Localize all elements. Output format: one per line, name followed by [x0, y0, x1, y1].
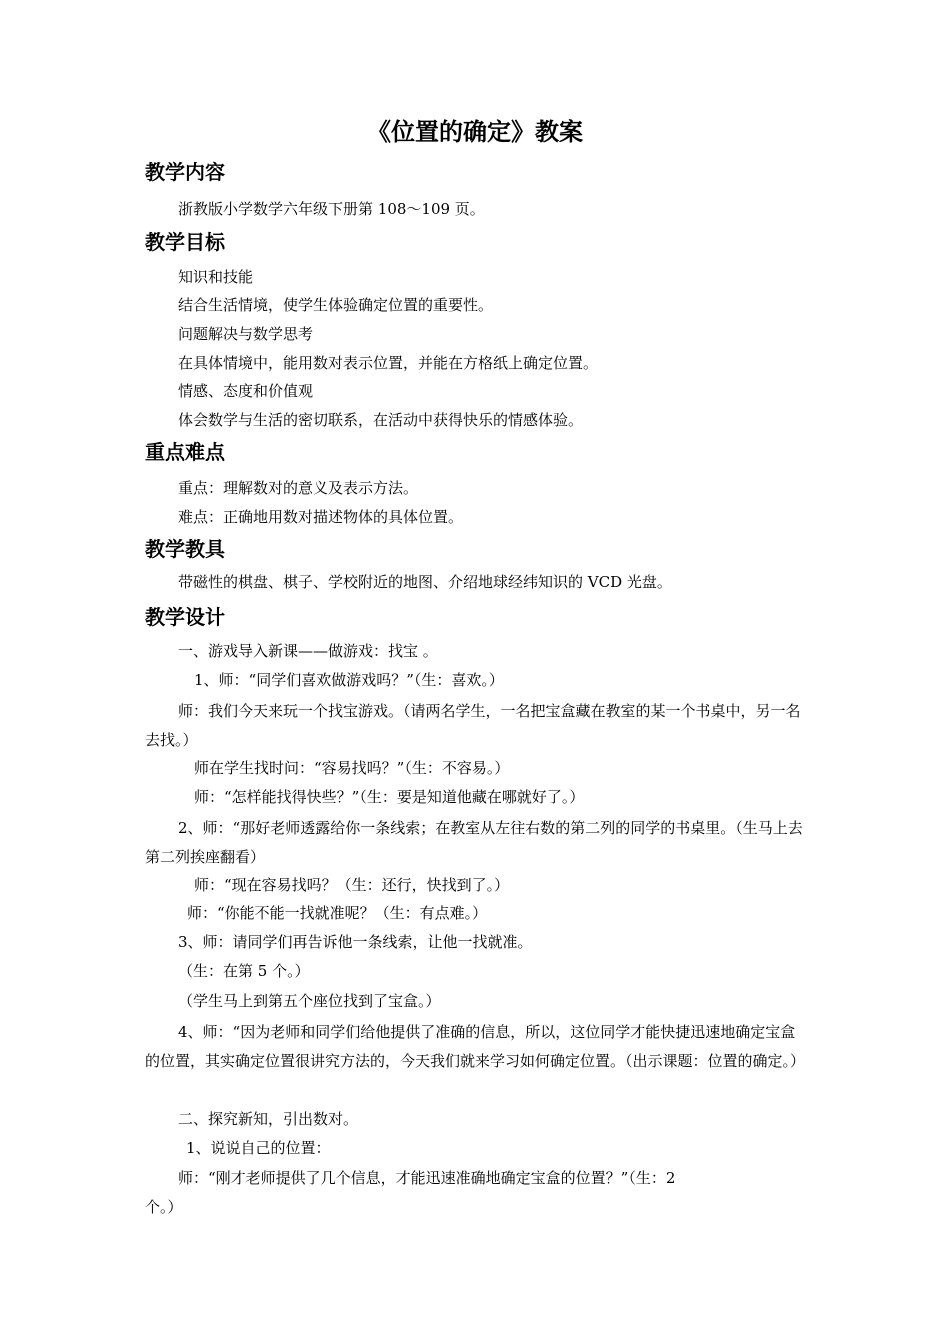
paragraph: 问题解决与数学思考: [178, 325, 314, 343]
paragraph: 体会数学与生活的密切联系，在活动中获得快乐的情感体验。: [178, 411, 584, 429]
paragraph: 知识和技能: [178, 268, 254, 286]
paragraph: 重点：理解数对的意义及表示方法。: [178, 479, 419, 497]
paragraph: （学生马上到第五个座位找到了宝盒。）: [178, 992, 441, 1010]
paragraph: 个。）: [145, 1198, 183, 1216]
paragraph: 师：我们今天来玩一个找宝游戏。（请两名学生，一名把宝盒藏在教室的某一个书桌中，另一名去找。）: [145, 702, 801, 749]
paragraph: 师：“现在容易找吗？（生：还行，快找到了。）: [194, 876, 510, 894]
paragraph: 1、师：“同学们喜欢做游戏吗？”（生：喜欢。）: [194, 671, 504, 689]
heading-teaching-aids: 教学教具: [145, 537, 225, 561]
heading-teaching-content: 教学内容: [145, 160, 225, 184]
paragraph: 4、师：“因为老师和同学们给他提供了准确的信息，所以，这位同学才能快捷迅速地确定宝盒的位置，其实确定位置很讲究方法的，今天我们就来学习如何确定位置。（出示课题：位置的确定。）: [145, 1023, 806, 1070]
paragraph: 结合生活情境，使学生体验确定位置的重要性。: [178, 296, 494, 314]
paragraph: 师：“刚才老师提供了几个信息，才能迅速准确地确定宝盒的位置？”（生：2: [178, 1169, 676, 1187]
heading-teaching-design: 教学设计: [145, 605, 225, 629]
heading-key-points: 重点难点: [145, 440, 225, 464]
paragraph: 一、游戏导入新课——做游戏：找宝 。: [178, 642, 438, 660]
paragraph: 师在学生找时问：“容易找吗？”（生：不容易。）: [194, 759, 510, 777]
paragraph: 师：“你能不能一找就准呢？（生：有点难。）: [187, 904, 488, 922]
paragraph: 2、师：“那好老师透露给你一条线索；在教室从左往右数的第二列的同学的书桌里。（生马上去第二列挨座翻看）: [145, 819, 803, 866]
paragraph: （生：在第 5 个。）: [178, 962, 310, 980]
paragraph: 二、探究新知，引出数对。: [178, 1110, 359, 1128]
paragraph: 3、师：请同学们再告诉他一条线索，让他一找就准。: [178, 933, 533, 951]
paragraph: 1、说说自己的位置：: [186, 1139, 331, 1157]
heading-teaching-goals: 教学目标: [145, 230, 225, 254]
paragraph: 难点：正确地用数对描述物体的具体位置。: [178, 508, 464, 526]
document-title: 《位置的确定》教案: [367, 117, 583, 146]
paragraph: 情感、态度和价值观: [178, 382, 314, 400]
paragraph: 带磁性的棋盘、棋子、学校附近的地图、介绍地球经纬知识的 VCD 光盘。: [178, 573, 672, 591]
paragraph: 浙教版小学数学六年级下册第 108～109 页。: [178, 200, 485, 218]
paragraph: 师：“怎样能找得快些？”（生：要是知道他藏在哪就好了。）: [194, 788, 585, 806]
paragraph: 在具体情境中，能用数对表示位置，并能在方格纸上确定位置。: [178, 354, 599, 372]
